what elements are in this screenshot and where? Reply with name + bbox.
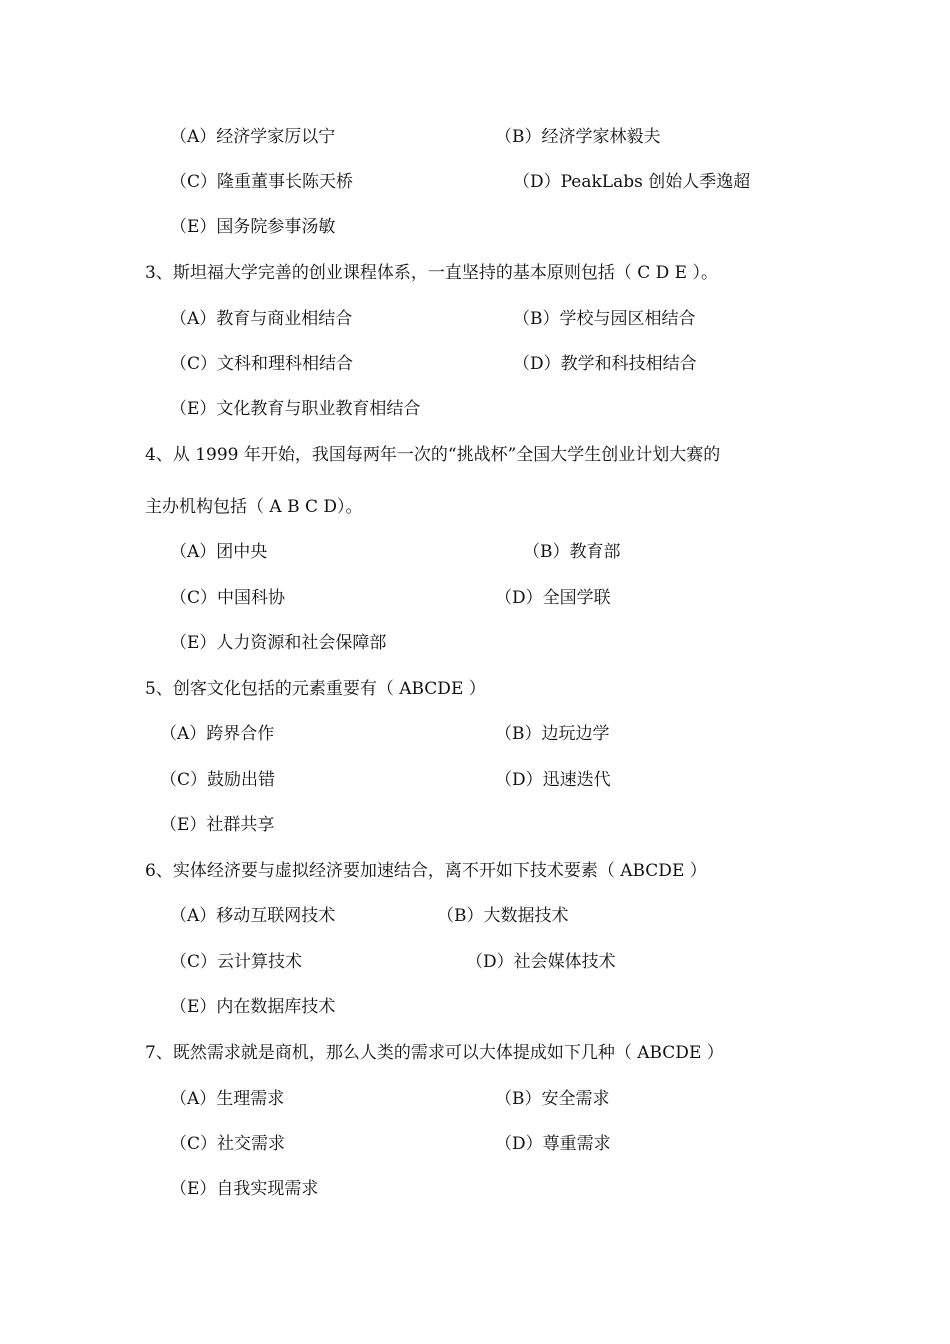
q6-stem: 6、实体经济要与虚拟经济要加速结合，离不开如下技术要素（ ABCDE ） <box>145 861 707 881</box>
q5-option-e: （E）社群共享 <box>160 815 275 835</box>
q4-option-a: （A）团中央 <box>170 542 268 562</box>
q7-option-e: （E）自我实现需求 <box>170 1179 319 1199</box>
q6-option-b: （B）大数据技术 <box>437 906 569 926</box>
q4-option-b: （B）教育部 <box>523 542 621 562</box>
q2-option-d: （D）PeakLabs 创始人季逸超 <box>513 172 751 192</box>
q3-option-e: （E）文化教育与职业教育相结合 <box>170 399 421 419</box>
q4-stem-line1: 4、从 1999 年开始，我国每两年一次的“挑战杯”全国大学生创业计划大赛的 <box>145 445 721 465</box>
q7-stem: 7、既然需求就是商机，那么人类的需求可以大体提成如下几种（ ABCDE ） <box>145 1043 724 1063</box>
q6-option-e: （E）内在数据库技术 <box>170 997 336 1017</box>
q4-option-c: （C）中国科协 <box>170 588 286 608</box>
q7-option-a: （A）生理需求 <box>170 1089 285 1109</box>
q6-option-d: （D）社会媒体技术 <box>466 952 616 972</box>
q2-option-a: （A）经济学家厉以宁 <box>170 127 336 147</box>
q2-option-c: （C）隆重董事长陈天桥 <box>170 172 354 192</box>
q7-option-c: （C）社交需求 <box>170 1134 286 1154</box>
q2-option-b: （B）经济学家林毅夫 <box>495 127 661 147</box>
q3-option-b: （B）学校与园区相结合 <box>513 309 696 329</box>
q7-option-b: （B）安全需求 <box>495 1089 610 1109</box>
q7-option-d: （D）尊重需求 <box>495 1134 611 1154</box>
q6-option-a: （A）移动互联网技术 <box>170 906 336 926</box>
q5-option-b: （B）边玩边学 <box>495 724 610 744</box>
q3-stem: 3、斯坦福大学完善的创业课程体系，一直坚持的基本原则包括（ C D E ）。 <box>145 263 718 283</box>
q5-option-d: （D）迅速迭代 <box>495 770 611 790</box>
q3-option-a: （A）教育与商业相结合 <box>170 309 353 329</box>
q5-stem: 5、创客文化包括的元素重要有（ ABCDE ） <box>145 679 486 699</box>
q4-stem-line2: 主办机构包括（ A B C D）。 <box>145 497 363 517</box>
q2-option-e: （E）国务院参事汤敏 <box>170 217 336 237</box>
q3-option-c: （C）文科和理科相结合 <box>170 354 354 374</box>
q5-option-a: （A）跨界合作 <box>160 724 275 744</box>
q5-option-c: （C）鼓励出错 <box>160 770 276 790</box>
q6-option-c: （C）云计算技术 <box>170 952 303 972</box>
q4-option-d: （D）全国学联 <box>495 588 611 608</box>
q3-option-d: （D）教学和科技相结合 <box>513 354 697 374</box>
q4-option-e: （E）人力资源和社会保障部 <box>170 633 387 653</box>
